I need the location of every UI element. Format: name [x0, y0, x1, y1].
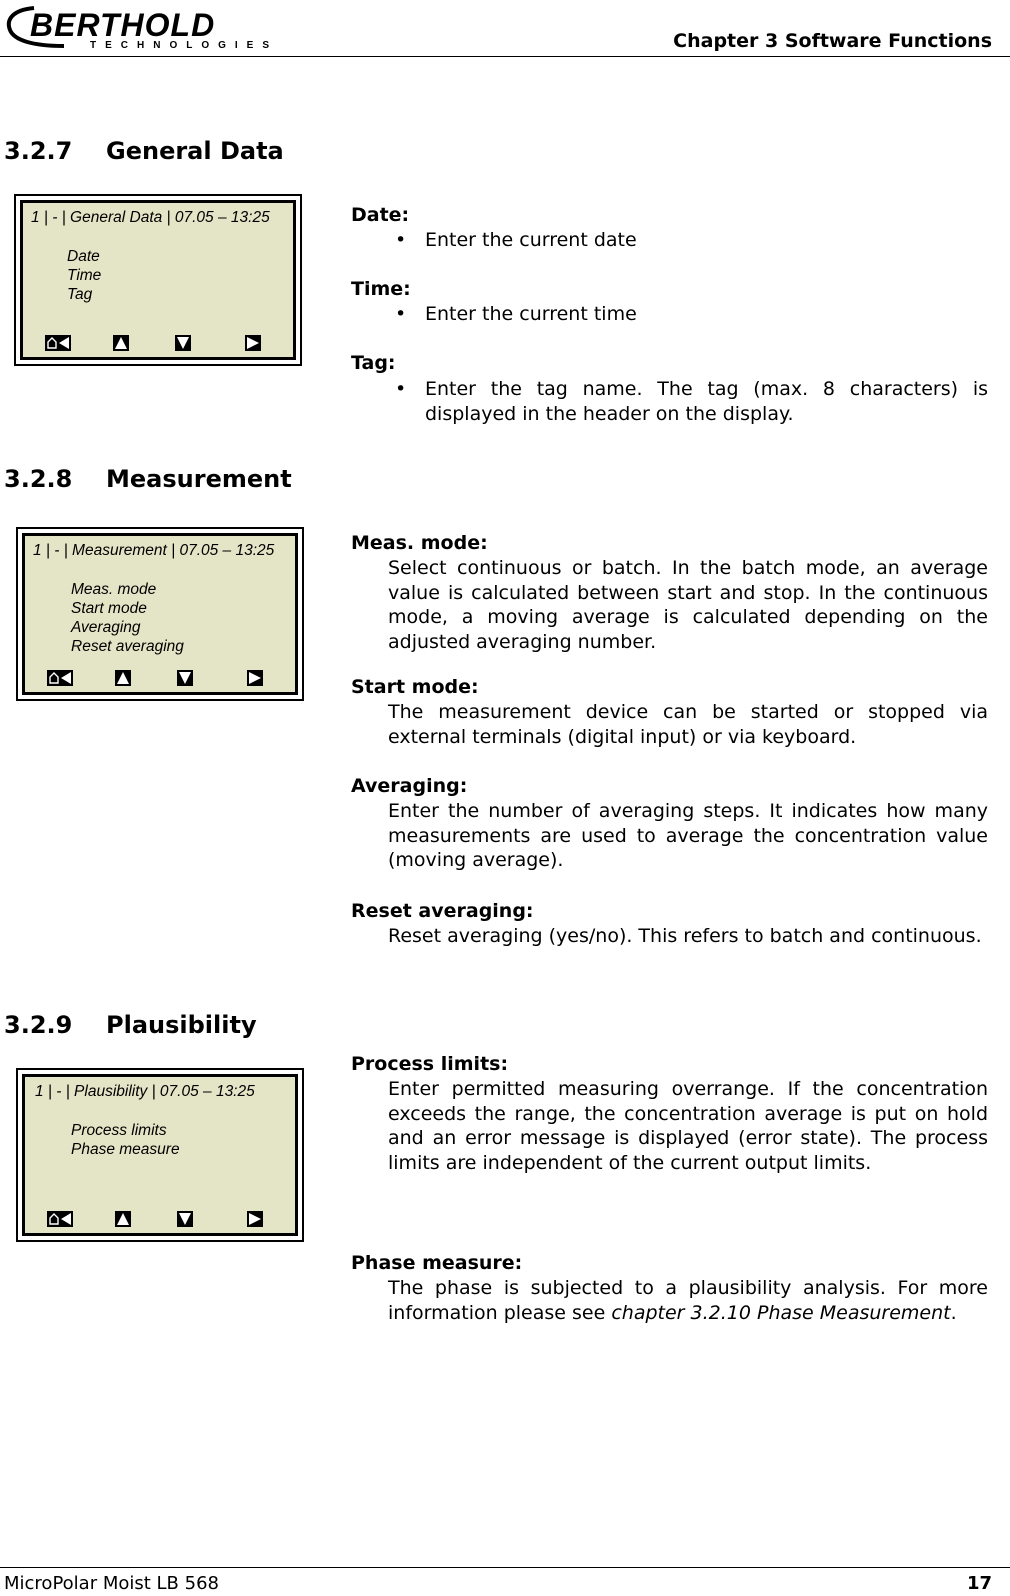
- chapter-reference-link[interactable]: chapter 3.2.10 Phase Measurement: [611, 1301, 951, 1324]
- display-item-start-mode: Start mode: [71, 600, 147, 617]
- term-time: Time:: [351, 278, 411, 300]
- down-arrow-icon[interactable]: [177, 1211, 193, 1227]
- section-title: General Data: [106, 137, 284, 165]
- display-plausibility: [16, 1068, 304, 1242]
- display-item-date: Date: [67, 248, 100, 265]
- bullet-icon: •: [395, 378, 407, 400]
- svg-text:BERTHOLD: BERTHOLD: [30, 7, 216, 43]
- term-averaging: Averaging:: [351, 775, 468, 797]
- down-arrow-icon[interactable]: [175, 335, 191, 351]
- chapter-title: Chapter 3 Software Functions: [673, 30, 992, 52]
- svg-text:TECHNOLOGIES: TECHNOLOGIES: [90, 40, 279, 51]
- term-meas-mode: Meas. mode:: [351, 532, 488, 554]
- up-arrow-icon[interactable]: [115, 1211, 131, 1227]
- display-header: 1 | - | Measurement | 07.05 – 13:25: [33, 542, 275, 559]
- display-item-reset-averaging: Reset averaging: [71, 638, 184, 655]
- section-heading-plausibility: [4, 1011, 257, 1039]
- display-item-time: Time: [67, 267, 102, 284]
- right-arrow-icon[interactable]: [245, 335, 261, 351]
- display-buttons: [45, 335, 259, 351]
- section-heading-measurement: [4, 465, 292, 493]
- home-back-icon[interactable]: [47, 1211, 73, 1227]
- display-item-tag: Tag: [67, 286, 93, 303]
- term-reset-averaging: Reset averaging:: [351, 900, 534, 922]
- term-start-mode: Start mode:: [351, 676, 479, 698]
- term-date-text: Enter the current date: [425, 229, 637, 251]
- display-item-averaging: Averaging: [71, 619, 141, 636]
- phase-measure-text-tail: .: [950, 1301, 957, 1324]
- footer-rule: [0, 1567, 1010, 1568]
- display-measurement: [16, 527, 304, 701]
- bullet-icon: •: [395, 303, 407, 325]
- term-process-limits-text: Enter permitted measuring overrange. If the concentration exceeds the range, the concentration average is put on hold and an error message is displayed (error state). The process limits are independent of the current output limits.: [388, 1078, 988, 1174]
- term-tag: Tag:: [351, 352, 396, 374]
- right-arrow-icon[interactable]: [247, 670, 263, 686]
- section-number: 3.2.8: [4, 465, 73, 493]
- down-arrow-icon[interactable]: [177, 670, 193, 686]
- up-arrow-icon[interactable]: [113, 335, 129, 351]
- display-item-meas-mode: Meas. mode: [71, 581, 157, 598]
- berthold-logo: [4, 2, 294, 52]
- display-header: 1 | - | General Data | 07.05 – 13:25: [31, 209, 270, 226]
- display-buttons: [47, 670, 261, 686]
- section-heading-general-data: [4, 137, 284, 165]
- term-start-mode-text: The measurement device can be started or stopped via external terminals (digital input) or via keyboard.: [388, 701, 988, 748]
- home-back-icon[interactable]: [47, 670, 73, 686]
- bullet-icon: •: [395, 229, 407, 251]
- section-number: 3.2.7: [4, 137, 73, 165]
- term-date: Date:: [351, 204, 410, 226]
- display-item-phase-measure: Phase measure: [71, 1141, 180, 1158]
- section-number: 3.2.9: [4, 1011, 73, 1039]
- phase-measure-text-body: The phase is subjected to a plausibility analysis. For more information please see: [388, 1277, 988, 1324]
- page-number: 17: [966, 1573, 992, 1594]
- home-back-icon[interactable]: [45, 335, 71, 351]
- term-reset-averaging-text: Reset averaging (yes/no). This refers to batch and continuous.: [388, 925, 982, 947]
- section-title: Measurement: [106, 465, 292, 493]
- term-meas-mode-text: Select continuous or batch. In the batch mode, an average value is calculated between start and stop. In the continuous mode, a moving average is calculated depending on the adjusted averaging number.: [388, 557, 988, 653]
- display-header: 1 | - | Plausibility | 07.05 – 13:25: [35, 1083, 255, 1100]
- display-general-data: [14, 194, 302, 366]
- term-phase-measure: Phase measure:: [351, 1252, 523, 1274]
- header-rule: [0, 56, 1010, 57]
- up-arrow-icon[interactable]: [115, 670, 131, 686]
- term-averaging-text: Enter the number of averaging steps. It indicates how many measurements are used to average the concentration value (moving average).: [388, 800, 988, 871]
- section-title: Plausibility: [106, 1011, 257, 1039]
- term-time-text: Enter the current time: [425, 303, 637, 325]
- term-phase-measure-text: [388, 1276, 988, 1325]
- term-process-limits: Process limits:: [351, 1053, 509, 1075]
- display-item-process-limits: Process limits: [71, 1122, 167, 1139]
- display-buttons: [47, 1211, 261, 1227]
- term-tag-text: Enter the tag name. The tag (max. 8 characters) is displayed in the header on the display.: [425, 378, 988, 425]
- right-arrow-icon[interactable]: [247, 1211, 263, 1227]
- footer-manual-title: MicroPolar Moist LB 568: [4, 1573, 219, 1594]
